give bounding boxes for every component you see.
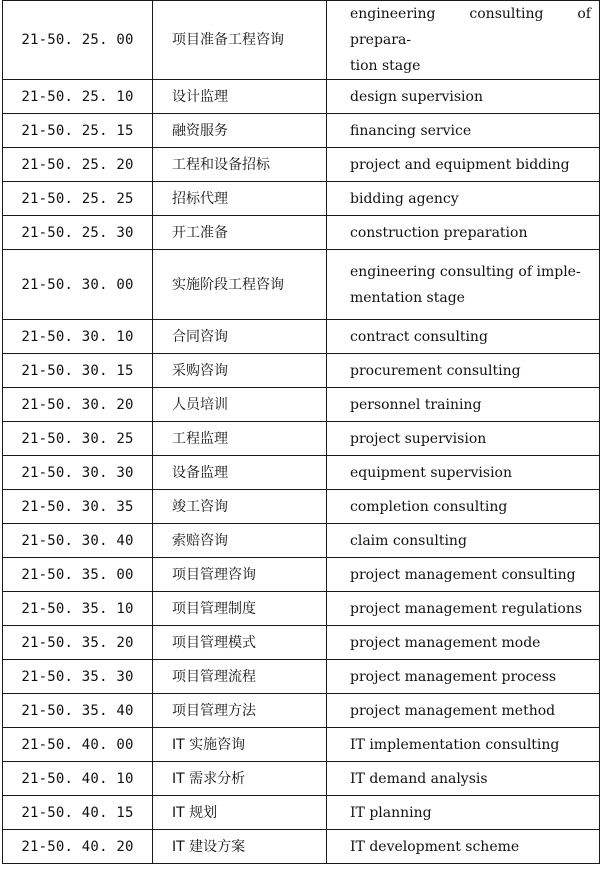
chinese-term-cell: IT 实施咨询 [153, 728, 327, 762]
table-row [3, 592, 600, 626]
english-term-cell: project management method [327, 694, 600, 728]
code-cell: 21-50. 35. 10 [3, 592, 153, 626]
table-row [3, 250, 600, 320]
english-term-cell: project supervision [327, 422, 600, 456]
english-term-cell: IT implementation consulting [327, 728, 600, 762]
table-row [3, 80, 600, 114]
code-cell: 21-50. 25. 15 [3, 114, 153, 148]
english-term-cell: project management mode [327, 626, 600, 660]
chinese-term-cell: 工程监理 [153, 422, 327, 456]
code-cell: 21-50. 40. 20 [3, 830, 153, 864]
english-term-cell: construction preparation [327, 216, 600, 250]
table-row [3, 148, 600, 182]
term-table [2, 0, 600, 864]
code-cell: 21-50. 25. 25 [3, 182, 153, 216]
chinese-term-cell: 项目管理制度 [153, 592, 327, 626]
chinese-term-cell: 合同咨询 [153, 320, 327, 354]
table-row [3, 524, 600, 558]
table-row [3, 694, 600, 728]
table-row [3, 762, 600, 796]
table-row [3, 558, 600, 592]
english-term-line: tion stage [350, 58, 421, 74]
table-row [3, 830, 600, 864]
table-row [3, 456, 600, 490]
english-term-cell: completion consulting [327, 490, 600, 524]
english-term-cell: IT planning [327, 796, 600, 830]
chinese-term-cell: IT 需求分析 [153, 762, 327, 796]
chinese-term-cell: 人员培训 [153, 388, 327, 422]
english-term-cell: contract consulting [327, 320, 600, 354]
chinese-term-cell: 竣工咨询 [153, 490, 327, 524]
english-term-cell: project management regulations [327, 592, 600, 626]
code-cell: 21-50. 35. 20 [3, 626, 153, 660]
table-row [3, 490, 600, 524]
chinese-term-cell: 项目管理方法 [153, 694, 327, 728]
code-cell: 21-50. 30. 25 [3, 422, 153, 456]
code-cell: 21-50. 25. 20 [3, 148, 153, 182]
chinese-term-cell: 项目管理模式 [153, 626, 327, 660]
english-term-line: engineering consulting of imple- [350, 263, 581, 280]
chinese-term-cell: 设备监理 [153, 456, 327, 490]
english-term-cell [327, 1, 600, 80]
english-term-line: mentation stage [350, 289, 465, 306]
english-term-cell: financing service [327, 114, 600, 148]
code-cell: 21-50. 30. 35 [3, 490, 153, 524]
table-row [3, 114, 600, 148]
chinese-term-cell: IT 建设方案 [153, 830, 327, 864]
code-cell: 21-50. 35. 40 [3, 694, 153, 728]
chinese-term-cell: 项目管理流程 [153, 660, 327, 694]
code-cell: 21-50. 35. 30 [3, 660, 153, 694]
english-term-cell: equipment supervision [327, 456, 600, 490]
chinese-term-cell: IT 规划 [153, 796, 327, 830]
english-term-cell: claim consulting [327, 524, 600, 558]
code-cell: 21-50. 40. 00 [3, 728, 153, 762]
code-cell: 21-50. 25. 30 [3, 216, 153, 250]
english-term-cell: personnel training [327, 388, 600, 422]
chinese-term-cell: 融资服务 [153, 114, 327, 148]
table-row [3, 660, 600, 694]
english-term-cell [327, 250, 600, 320]
code-cell: 21-50. 30. 10 [3, 320, 153, 354]
code-cell: 21-50. 40. 15 [3, 796, 153, 830]
code-cell: 21-50. 30. 40 [3, 524, 153, 558]
code-cell: 21-50. 40. 10 [3, 762, 153, 796]
code-cell: 21-50. 30. 15 [3, 354, 153, 388]
table-row [3, 354, 600, 388]
chinese-term-cell: 工程和设备招标 [153, 148, 327, 182]
code-cell: 21-50. 30. 20 [3, 388, 153, 422]
english-term-line: engineering consulting of prepara- [350, 6, 591, 48]
code-cell: 21-50. 30. 30 [3, 456, 153, 490]
english-term-cell: IT demand analysis [327, 762, 600, 796]
chinese-term-cell: 招标代理 [153, 182, 327, 216]
code-cell: 21-50. 25. 00 [3, 1, 153, 80]
english-term-cell: IT development scheme [327, 830, 600, 864]
chinese-term-cell: 采购咨询 [153, 354, 327, 388]
table-row [3, 1, 600, 80]
table-row [3, 216, 600, 250]
english-term-cell: project and equipment bidding [327, 148, 600, 182]
code-cell: 21-50. 30. 00 [3, 250, 153, 320]
table-row [3, 182, 600, 216]
english-term-cell: design supervision [327, 80, 600, 114]
table-row [3, 320, 600, 354]
english-term-cell: project management process [327, 660, 600, 694]
chinese-term-cell: 索赔咨询 [153, 524, 327, 558]
chinese-term-cell: 项目准备工程咨询 [153, 1, 327, 80]
table-row [3, 728, 600, 762]
table-row [3, 422, 600, 456]
english-term-cell: project management consulting [327, 558, 600, 592]
chinese-term-cell: 设计监理 [153, 80, 327, 114]
table-row [3, 796, 600, 830]
table-row [3, 388, 600, 422]
chinese-term-cell: 开工准备 [153, 216, 327, 250]
english-term-cell: procurement consulting [327, 354, 600, 388]
table-row [3, 626, 600, 660]
code-cell: 21-50. 35. 00 [3, 558, 153, 592]
chinese-term-cell: 实施阶段工程咨询 [153, 250, 327, 320]
code-cell: 21-50. 25. 10 [3, 80, 153, 114]
english-term-cell: bidding agency [327, 182, 600, 216]
chinese-term-cell: 项目管理咨询 [153, 558, 327, 592]
